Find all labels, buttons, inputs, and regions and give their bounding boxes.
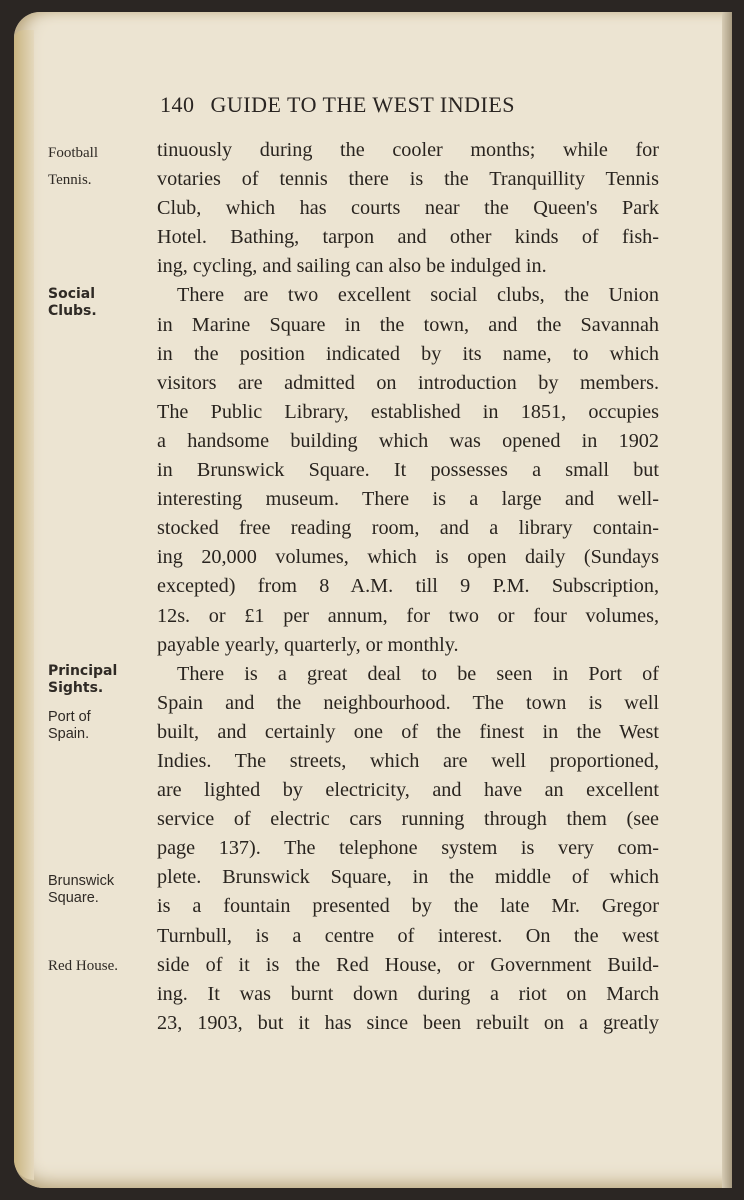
text-line: visitors are admitted on introduction by members. <box>157 371 659 394</box>
text-line: is a fountain presented by the late Mr. Gregor <box>157 895 659 918</box>
text-line: 23, 1903, but it has since been rebuilt on a greatly <box>157 1011 659 1034</box>
text-line: The Public Library, established in 1851, occupies <box>157 400 659 423</box>
text-line: Indies. The streets, which are well proportioned, <box>157 749 659 772</box>
text-line: side of it is the Red House, or Government Build- <box>157 953 659 976</box>
text-line: in Brunswick Square. It possesses a small but <box>157 459 659 482</box>
text-line: excepted) from 8 A.M. till 9 P.M. Subscription, <box>157 575 659 598</box>
page-title: GUIDE TO THE WEST INDIES <box>210 92 516 117</box>
text-line: service of electric cars running through them (see <box>157 808 659 831</box>
sidenote-port-of-spain: Port of Spain. <box>48 709 91 742</box>
text-line: Turnbull, is a centre of interest. On the west <box>157 924 659 947</box>
text-line: payable yearly, quarterly, or monthly. <box>157 633 459 656</box>
text-line: are lighted by electricity, and have an excellent <box>157 779 659 802</box>
text-line: There is a great deal to be seen in Port of <box>177 662 659 685</box>
text-line: interesting museum. There is a large and well- <box>157 488 659 511</box>
text-line: plete. Brunswick Square, in the middle of which <box>157 866 659 889</box>
page-number: 140 <box>160 92 195 117</box>
sidenote-red-house: Red House. <box>48 958 118 974</box>
page-edge <box>722 12 732 1188</box>
text-line: ing. It was burnt down during a riot on March <box>157 982 659 1005</box>
text-line: Hotel. Bathing, tarpon and other kinds of fish- <box>157 226 659 249</box>
text-line: There are two excellent social clubs, the Union <box>177 284 659 307</box>
text-line: votaries of tennis there is the Tranquillity Tennis <box>157 168 659 191</box>
text-line: built, and certainly one of the finest in the West <box>157 720 659 743</box>
sidenote-principal-sights: Principal Sights. <box>48 663 118 696</box>
text-line: page 137). The telephone system is very com- <box>157 837 659 860</box>
page-binding <box>14 30 34 1180</box>
sidenote-football: Football <box>48 145 99 161</box>
running-head <box>160 92 660 118</box>
sidenote-social-clubs: Social Clubs. <box>48 286 97 319</box>
text-line: Spain and the neighbourhood. The town is well <box>157 691 659 714</box>
text-line: tinuously during the cooler months; while for <box>157 139 659 161</box>
text-line: stocked free reading room, and a library contain- <box>157 517 659 540</box>
text-line: a handsome building which was opened in 1902 <box>157 429 659 452</box>
body-text <box>157 136 659 1038</box>
text-line: in the position indicated by its name, to which <box>157 342 659 365</box>
sidenote-tennis: Tennis. <box>48 172 92 188</box>
text-line: Club, which has courts near the Queen's Park <box>157 197 659 220</box>
text-line: ing 20,000 volumes, which is open daily (Sundays <box>157 546 659 569</box>
sidenote-brunswick-square: Brunswick Square. <box>48 873 115 906</box>
text-line: ing, cycling, and sailing can also be indulged in. <box>157 255 547 278</box>
text-line: in Marine Square in the town, and the Savannah <box>157 313 659 336</box>
text-line: 12s. or £1 per annum, for two or four volumes, <box>157 604 659 627</box>
